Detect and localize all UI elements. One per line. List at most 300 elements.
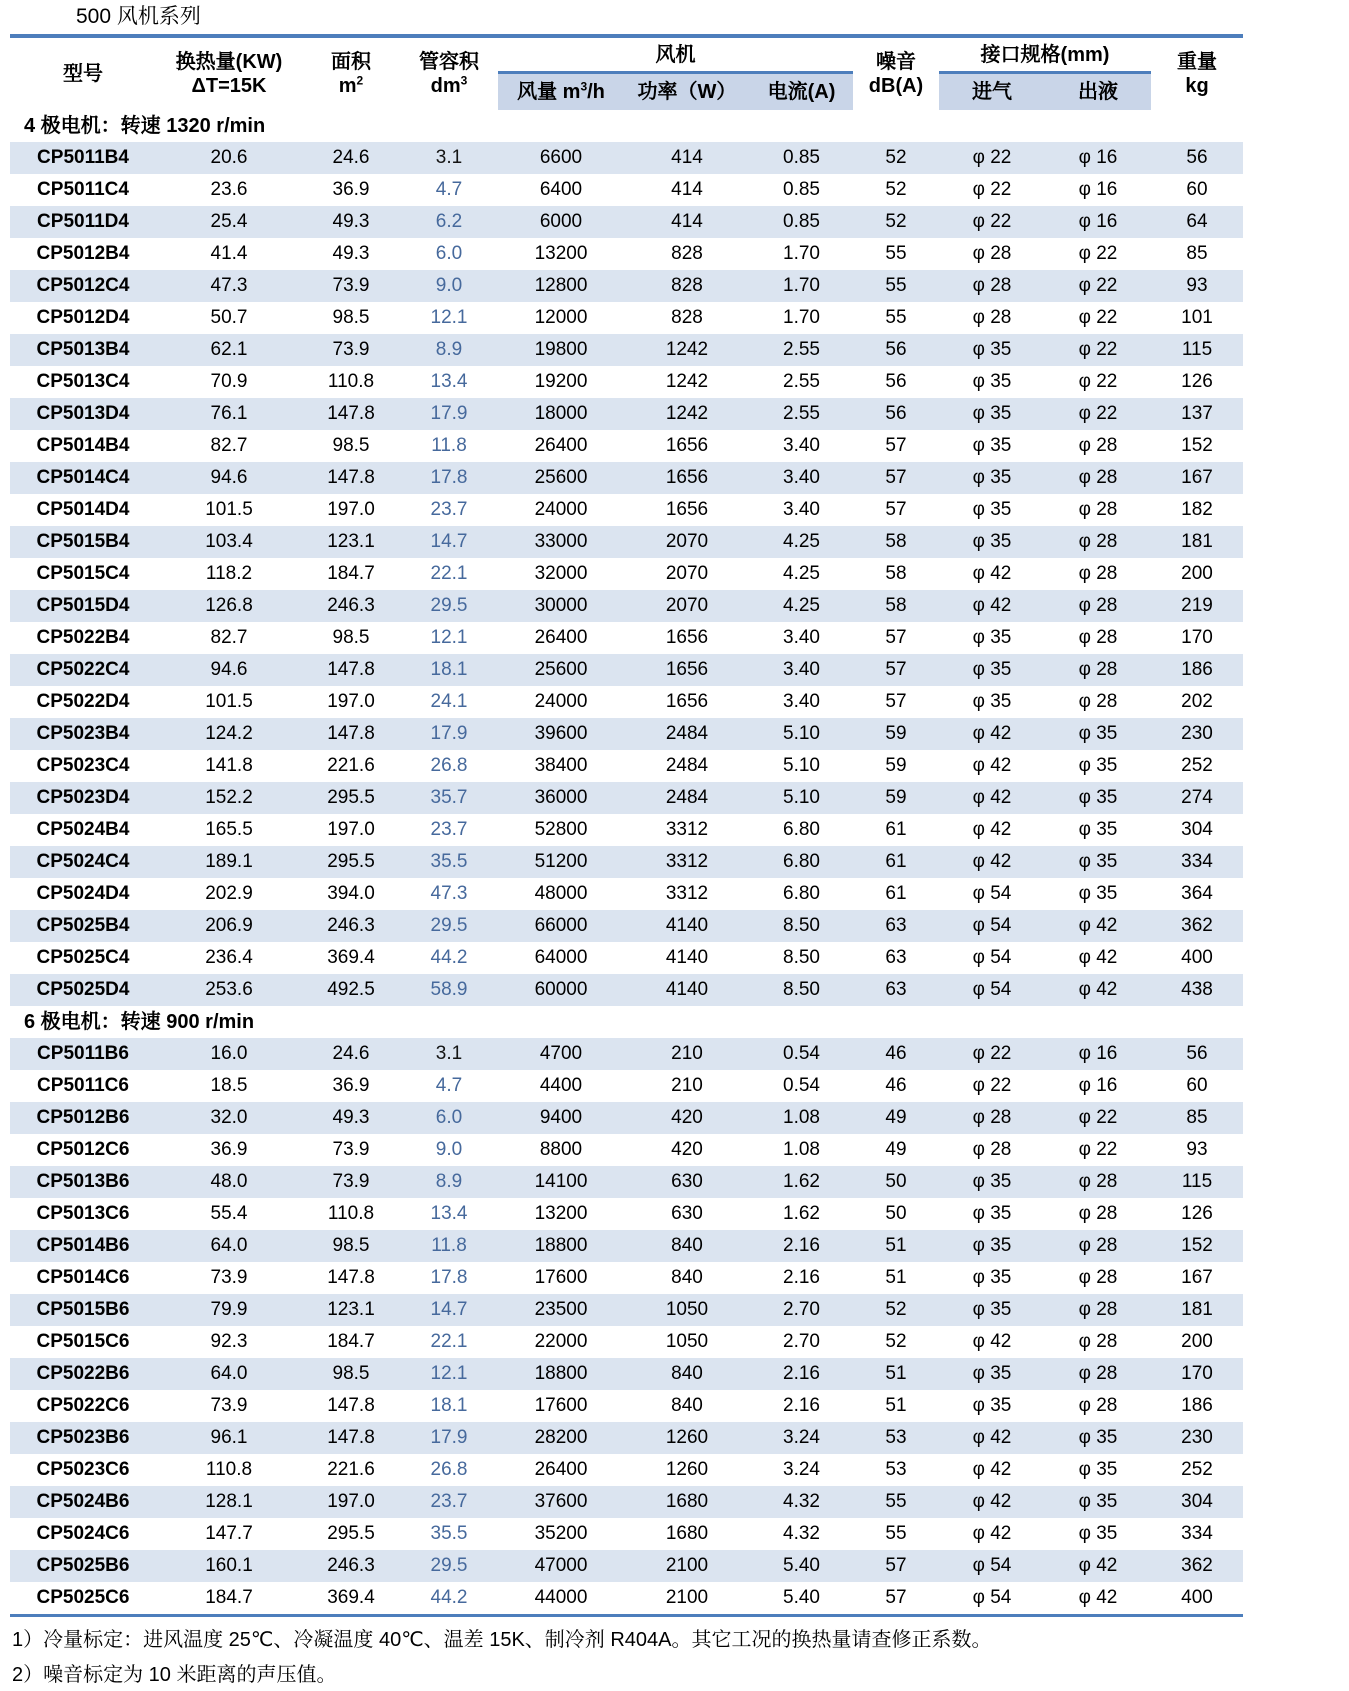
cell-airflow: 26400	[534, 1459, 588, 1480]
cell-power: 840	[671, 1363, 703, 1384]
col-header-outlet: 出液	[1045, 74, 1151, 110]
cell-outlet: φ 28	[1078, 659, 1118, 680]
cell-inlet: φ 35	[972, 371, 1012, 392]
cell-area: 49.3	[332, 211, 370, 232]
cell-model: CP5024B6	[36, 1491, 130, 1512]
table-row	[10, 1326, 1243, 1358]
cell-volume: 9.0	[435, 1139, 463, 1160]
cell-power: 1242	[665, 403, 709, 424]
cell-inlet: φ 28	[972, 1107, 1012, 1128]
cell-capacity: 76.1	[210, 403, 248, 424]
cell-current: 2.70	[783, 1299, 820, 1320]
cell-current: 2.16	[783, 1395, 820, 1416]
table-row	[10, 718, 1243, 750]
cell-model: CP5012B4	[36, 243, 130, 264]
cell-capacity: 206.9	[205, 915, 253, 936]
cell-volume: 17.9	[430, 403, 468, 424]
cell-inlet: φ 35	[972, 339, 1012, 360]
cell-model: CP5022D4	[36, 691, 130, 712]
cell-capacity: 18.5	[210, 1075, 248, 1096]
cell-outlet: φ 28	[1078, 1331, 1118, 1352]
cell-power: 210	[671, 1043, 703, 1064]
cell-capacity: 62.1	[210, 339, 248, 360]
footnotes	[0, 1617, 1349, 1691]
table-row	[10, 174, 1243, 206]
cell-capacity: 94.6	[210, 659, 248, 680]
table-header	[10, 38, 1243, 110]
cell-outlet: φ 16	[1078, 147, 1118, 168]
cell-model: CP5015B6	[36, 1299, 130, 1320]
table-row	[10, 142, 1243, 174]
cell-capacity: 141.8	[205, 755, 253, 776]
cell-inlet: φ 42	[972, 1331, 1012, 1352]
cell-weight: 93	[1186, 275, 1208, 296]
cell-weight: 60	[1186, 179, 1208, 200]
cell-power: 2070	[665, 563, 709, 584]
cell-outlet: φ 28	[1078, 1299, 1118, 1320]
cell-model: CP5023C4	[36, 755, 130, 776]
cell-inlet: φ 54	[972, 1587, 1012, 1608]
cell-current: 5.10	[783, 723, 820, 744]
cell-inlet: φ 35	[972, 1171, 1012, 1192]
cell-power: 828	[671, 275, 703, 296]
cell-airflow: 13200	[534, 1203, 588, 1224]
cell-outlet: φ 16	[1078, 211, 1118, 232]
page-title: 500 风机系列	[76, 5, 201, 28]
cell-power: 4140	[665, 915, 709, 936]
cell-capacity: 36.9	[210, 1139, 248, 1160]
cell-noise: 53	[885, 1427, 907, 1448]
cell-current: 3.40	[783, 627, 820, 648]
cell-weight: 438	[1181, 979, 1213, 1000]
cell-noise: 59	[885, 787, 907, 808]
table-row	[10, 1262, 1243, 1294]
cell-power: 3312	[665, 851, 709, 872]
cell-model: CP5011B4	[37, 147, 129, 168]
cell-model: CP5014C6	[36, 1267, 130, 1288]
table-row	[10, 654, 1243, 686]
cell-area: 221.6	[327, 1459, 375, 1480]
cell-model: CP5011C4	[37, 179, 129, 200]
cell-capacity: 103.4	[205, 531, 253, 552]
cell-volume: 6.2	[435, 211, 463, 232]
cell-area: 295.5	[327, 851, 375, 872]
cell-volume: 23.7	[430, 1491, 468, 1512]
cell-weight: 230	[1181, 723, 1213, 744]
cell-weight: 181	[1181, 1299, 1213, 1320]
cell-outlet: φ 42	[1078, 947, 1118, 968]
cell-capacity: 96.1	[210, 1427, 248, 1448]
col-header-power: 功率（W）	[624, 74, 750, 110]
cell-noise: 51	[885, 1395, 907, 1416]
cell-volume: 22.1	[430, 563, 468, 584]
cell-volume: 17.9	[430, 1427, 468, 1448]
cell-outlet: φ 28	[1078, 691, 1118, 712]
cell-power: 2070	[665, 531, 709, 552]
cell-weight: 85	[1186, 243, 1208, 264]
cell-airflow: 48000	[534, 883, 588, 904]
cell-airflow: 33000	[534, 531, 588, 552]
cell-current: 4.32	[783, 1523, 820, 1544]
cell-model: CP5022B4	[36, 627, 130, 648]
cell-area: 197.0	[327, 1491, 375, 1512]
cell-capacity: 48.0	[210, 1171, 248, 1192]
cell-area: 49.3	[332, 243, 370, 264]
volume-unit: $dm^3$	[430, 73, 468, 97]
cell-power: 1656	[665, 467, 709, 488]
cell-weight: 362	[1181, 915, 1213, 936]
cell-area: 73.9	[332, 1139, 370, 1160]
col-header-airflow	[498, 74, 624, 110]
cell-power: 840	[671, 1395, 703, 1416]
cell-airflow: 26400	[534, 627, 588, 648]
cell-inlet: φ 42	[972, 851, 1012, 872]
cell-model: CP5015C4	[36, 563, 130, 584]
cell-weight: 186	[1181, 659, 1213, 680]
cell-capacity: 32.0	[210, 1107, 248, 1128]
cell-area: 73.9	[332, 275, 370, 296]
cell-outlet: φ 28	[1078, 1171, 1118, 1192]
table-row	[10, 814, 1243, 846]
section-header: 4 极电机：转速 1320 r/min	[24, 115, 266, 137]
cell-inlet: φ 42	[972, 1427, 1012, 1448]
cell-inlet: φ 42	[972, 595, 1012, 616]
cell-capacity: 253.6	[205, 979, 253, 1000]
cell-volume: 12.1	[430, 1363, 468, 1384]
cell-current: 0.54	[783, 1075, 820, 1096]
cell-airflow: 39600	[534, 723, 588, 744]
cell-current: 8.50	[783, 915, 820, 936]
cell-current: 1.08	[783, 1107, 820, 1128]
cell-inlet: φ 42	[972, 819, 1012, 840]
cell-power: 630	[671, 1203, 703, 1224]
cell-noise: 57	[885, 467, 907, 488]
cell-weight: 56	[1186, 147, 1208, 168]
col-header-inlet: 进气	[939, 74, 1045, 110]
cell-capacity: 160.1	[205, 1555, 253, 1576]
table-row	[10, 238, 1243, 270]
cell-volume: 11.8	[431, 435, 467, 456]
cell-noise: 56	[885, 371, 907, 392]
cell-capacity: 64.0	[210, 1235, 248, 1256]
cell-weight: 93	[1186, 1139, 1208, 1160]
cell-outlet: φ 28	[1078, 1363, 1118, 1384]
cell-outlet: φ 16	[1078, 1043, 1118, 1064]
cell-airflow: 64000	[534, 947, 588, 968]
cell-outlet: φ 28	[1078, 595, 1118, 616]
cell-inlet: φ 42	[972, 723, 1012, 744]
cell-capacity: 189.1	[205, 851, 253, 872]
cell-power: 414	[671, 179, 703, 200]
table-row	[10, 494, 1243, 526]
cell-noise: 57	[885, 1587, 907, 1608]
cell-weight: 126	[1181, 1203, 1213, 1224]
cell-current: 3.40	[783, 691, 820, 712]
cell-power: 840	[671, 1235, 703, 1256]
cell-current: 3.40	[783, 435, 820, 456]
weight-unit: kg	[1185, 75, 1209, 97]
cell-inlet: φ 35	[972, 1363, 1012, 1384]
cell-noise: 55	[885, 307, 907, 328]
cell-capacity: 128.1	[205, 1491, 253, 1512]
cell-noise: 57	[885, 499, 907, 520]
cell-noise: 56	[885, 403, 907, 424]
cell-capacity: 16.0	[210, 1043, 248, 1064]
cell-area: 147.8	[327, 1427, 375, 1448]
cell-airflow: 28200	[534, 1427, 588, 1448]
table-row	[10, 686, 1243, 718]
cell-inlet: φ 28	[972, 275, 1012, 296]
cell-capacity: 124.2	[205, 723, 253, 744]
cell-area: 369.4	[327, 947, 375, 968]
volume-label: 管容积	[419, 51, 479, 73]
cell-volume: 8.9	[435, 339, 463, 360]
cell-outlet: φ 28	[1078, 627, 1118, 648]
cell-current: 2.55	[783, 371, 820, 392]
cell-current: 8.50	[783, 979, 820, 1000]
cell-weight: 334	[1181, 851, 1213, 872]
cell-area: 98.5	[332, 1363, 370, 1384]
col-group-port-spec: 接口规格(mm)	[939, 38, 1151, 74]
cell-inlet: φ 54	[972, 915, 1012, 936]
cell-weight: 252	[1181, 1459, 1213, 1480]
cell-noise: 46	[885, 1043, 907, 1064]
cell-noise: 63	[885, 947, 907, 968]
cell-model: CP5013B6	[36, 1171, 130, 1192]
cell-current: 3.40	[783, 467, 820, 488]
cell-capacity: 236.4	[205, 947, 253, 968]
cell-model: CP5011D4	[37, 211, 129, 232]
section-rows	[10, 1038, 1243, 1614]
cell-power: 1242	[665, 371, 709, 392]
cell-volume: 14.7	[430, 1299, 468, 1320]
cell-noise: 52	[885, 1331, 907, 1352]
cell-model: CP5023B4	[36, 723, 130, 744]
cell-current: 4.25	[783, 563, 820, 584]
cell-noise: 57	[885, 659, 907, 680]
cell-current: 2.16	[783, 1267, 820, 1288]
cell-model: CP5022B6	[36, 1363, 130, 1384]
area-unit: $m^2$	[338, 73, 364, 97]
cell-airflow: 25600	[534, 659, 588, 680]
cell-area: 110.8	[327, 1203, 375, 1224]
table-row	[10, 878, 1243, 910]
cell-capacity: 82.7	[210, 627, 248, 648]
cell-noise: 56	[885, 339, 907, 360]
cell-weight: 274	[1181, 787, 1213, 808]
cell-volume: 26.8	[430, 1459, 468, 1480]
cell-inlet: φ 35	[972, 403, 1012, 424]
cell-weight: 101	[1181, 307, 1213, 328]
cell-outlet: φ 22	[1078, 1139, 1118, 1160]
cell-model: CP5013C6	[36, 1203, 130, 1224]
table-row	[10, 1550, 1243, 1582]
cell-noise: 51	[885, 1235, 907, 1256]
cell-inlet: φ 35	[972, 1235, 1012, 1256]
cell-outlet: φ 35	[1078, 819, 1118, 840]
cell-model: CP5014C4	[36, 467, 130, 488]
cell-inlet: φ 22	[972, 1043, 1012, 1064]
cell-outlet: φ 35	[1078, 1523, 1118, 1544]
cell-weight: 115	[1181, 339, 1213, 360]
cell-area: 73.9	[332, 1171, 370, 1192]
cell-volume: 3.1	[435, 1043, 463, 1064]
cell-current: 0.54	[783, 1043, 820, 1064]
table-row	[10, 974, 1243, 1006]
cell-model: CP5022C6	[36, 1395, 130, 1416]
cell-area: 147.8	[327, 467, 375, 488]
cell-area: 36.9	[332, 179, 370, 200]
cell-inlet: φ 28	[972, 1139, 1012, 1160]
cell-model: CP5015D4	[36, 595, 130, 616]
cell-weight: 202	[1181, 691, 1213, 712]
cell-weight: 304	[1181, 819, 1213, 840]
table-row	[10, 846, 1243, 878]
cell-noise: 52	[885, 1299, 907, 1320]
table-row	[10, 526, 1243, 558]
cell-airflow: 6600	[539, 147, 583, 168]
cell-volume: 35.7	[430, 787, 468, 808]
cell-airflow: 25600	[534, 467, 588, 488]
cell-area: 147.8	[327, 723, 375, 744]
cell-capacity: 94.6	[210, 467, 248, 488]
cell-noise: 63	[885, 915, 907, 936]
cell-capacity: 110.8	[205, 1459, 253, 1480]
airflow-label: 风量 $m^3/h$	[517, 79, 605, 103]
cell-capacity: 147.7	[205, 1523, 253, 1544]
cell-volume: 24.1	[430, 691, 468, 712]
cell-capacity: 47.3	[210, 275, 248, 296]
cell-model: CP5024B4	[36, 819, 130, 840]
cell-power: 828	[671, 243, 703, 264]
cell-volume: 29.5	[430, 1555, 468, 1576]
cell-inlet: φ 35	[972, 1395, 1012, 1416]
cell-noise: 59	[885, 755, 907, 776]
cell-current: 0.85	[783, 211, 820, 232]
cell-volume: 47.3	[430, 883, 468, 904]
cell-airflow: 24000	[534, 499, 588, 520]
cell-airflow: 44000	[534, 1587, 588, 1608]
cell-weight: 64	[1186, 211, 1208, 232]
cell-airflow: 6000	[539, 211, 583, 232]
cell-power: 420	[671, 1139, 703, 1160]
cell-weight: 230	[1181, 1427, 1213, 1448]
cell-current: 5.40	[783, 1587, 820, 1608]
cell-current: 6.80	[783, 851, 820, 872]
cell-area: 246.3	[327, 595, 375, 616]
cell-power: 414	[671, 147, 703, 168]
cell-airflow: 8800	[539, 1139, 583, 1160]
cell-weight: 200	[1181, 563, 1213, 584]
cell-weight: 181	[1181, 531, 1213, 552]
cell-inlet: φ 35	[972, 435, 1012, 456]
cell-volume: 9.0	[435, 275, 463, 296]
cell-current: 4.32	[783, 1491, 820, 1512]
cell-airflow: 12000	[534, 307, 588, 328]
cell-current: 6.80	[783, 819, 820, 840]
cell-inlet: φ 35	[972, 467, 1012, 488]
cell-inlet: φ 28	[972, 307, 1012, 328]
cell-capacity: 165.5	[205, 819, 253, 840]
cell-model: CP5012D4	[36, 307, 130, 328]
cell-outlet: φ 42	[1078, 915, 1118, 936]
cell-current: 2.55	[783, 403, 820, 424]
footnote-2: 2）噪音标定为 10 米距离的声压值。	[12, 1664, 337, 1686]
cell-airflow: 47000	[534, 1555, 588, 1576]
cell-airflow: 4400	[539, 1075, 583, 1096]
col-header-noise	[853, 38, 939, 110]
table-row	[10, 1166, 1243, 1198]
cell-capacity: 92.3	[210, 1331, 248, 1352]
col-header-model: 型号	[63, 63, 103, 85]
cell-weight: 152	[1181, 1235, 1213, 1256]
cell-outlet: φ 35	[1078, 1427, 1118, 1448]
cell-weight: 182	[1181, 499, 1213, 520]
noise-unit: dB(A)	[868, 75, 924, 97]
cell-inlet: φ 22	[972, 179, 1012, 200]
cell-current: 2.16	[783, 1235, 820, 1256]
cell-weight: 304	[1181, 1491, 1213, 1512]
cell-noise: 61	[885, 883, 907, 904]
cell-current: 1.70	[783, 275, 820, 296]
cell-current: 5.40	[783, 1555, 820, 1576]
cell-inlet: φ 35	[972, 627, 1012, 648]
cell-power: 1260	[665, 1459, 709, 1480]
cell-inlet: φ 54	[972, 1555, 1012, 1576]
cell-current: 1.70	[783, 307, 820, 328]
table-row	[10, 1358, 1243, 1390]
cell-volume: 6.0	[435, 243, 463, 264]
capacity-label: 换热量(KW)	[175, 51, 283, 73]
cell-model: CP5025D4	[36, 979, 130, 1000]
cell-inlet: φ 54	[972, 883, 1012, 904]
cell-outlet: φ 35	[1078, 1459, 1118, 1480]
cell-weight: 252	[1181, 755, 1213, 776]
cell-current: 3.40	[783, 659, 820, 680]
table-row	[10, 1102, 1243, 1134]
cell-outlet: φ 22	[1078, 307, 1118, 328]
cell-capacity: 55.4	[210, 1203, 248, 1224]
section-header: 6 极电机：转速 900 r/min	[24, 1011, 255, 1033]
cell-area: 492.5	[327, 979, 375, 1000]
cell-power: 210	[671, 1075, 703, 1096]
cell-volume: 12.1	[430, 307, 468, 328]
table-row	[10, 206, 1243, 238]
cell-volume: 4.7	[435, 179, 463, 200]
cell-current: 8.50	[783, 947, 820, 968]
cell-volume: 4.7	[435, 1075, 463, 1096]
cell-inlet: φ 22	[972, 147, 1012, 168]
cell-power: 1680	[665, 1523, 709, 1544]
cell-outlet: φ 28	[1078, 1235, 1118, 1256]
cell-volume: 29.5	[430, 595, 468, 616]
cell-area: 246.3	[327, 1555, 375, 1576]
table-row	[10, 910, 1243, 942]
cell-inlet: φ 42	[972, 1523, 1012, 1544]
cell-volume: 14.7	[430, 531, 468, 552]
cell-current: 2.70	[783, 1331, 820, 1352]
table-row	[10, 430, 1243, 462]
cell-power: 1656	[665, 659, 709, 680]
cell-outlet: φ 28	[1078, 435, 1118, 456]
cell-model: CP5015C6	[36, 1331, 130, 1352]
cell-weight: 400	[1181, 1587, 1213, 1608]
cell-outlet: φ 42	[1078, 1587, 1118, 1608]
cell-noise: 61	[885, 851, 907, 872]
cell-volume: 11.8	[431, 1235, 467, 1256]
cell-power: 840	[671, 1267, 703, 1288]
cell-outlet: φ 28	[1078, 499, 1118, 520]
